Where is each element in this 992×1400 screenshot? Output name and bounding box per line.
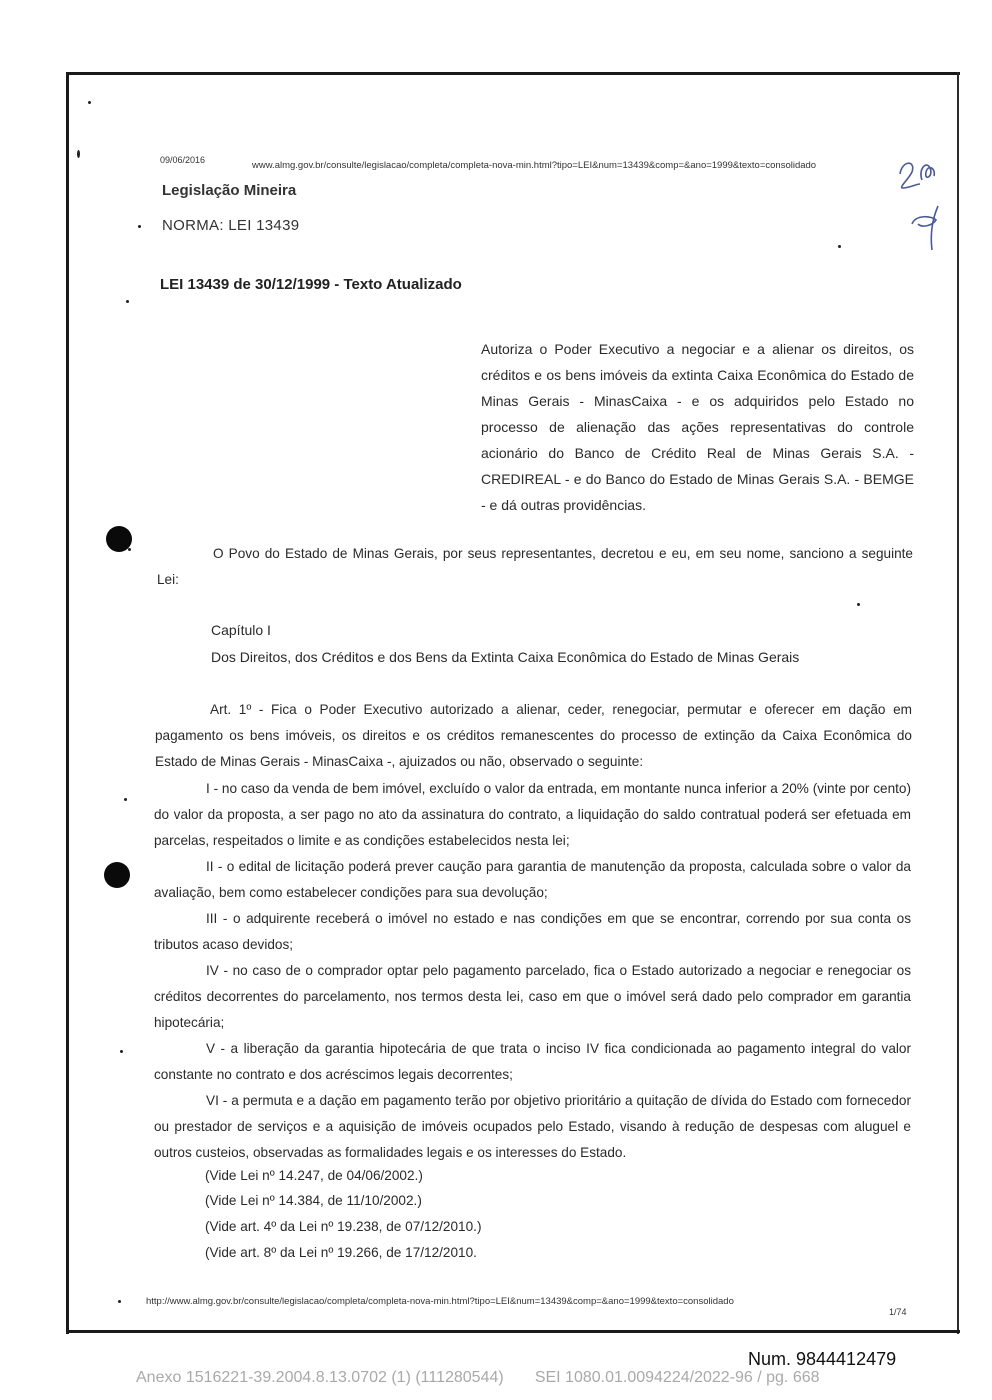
vide-reference: (Vide Lei nº 14.384, de 11/10/2002.)	[205, 1193, 422, 1208]
vide-reference: (Vide Lei nº 14.247, de 04/06/2002.)	[205, 1168, 423, 1183]
scan-speck	[124, 798, 127, 801]
scan-border-left	[66, 72, 69, 1334]
punch-hole-bottom	[104, 862, 130, 888]
scan-border-bottom	[66, 1330, 960, 1333]
scan-speck	[120, 1050, 123, 1053]
article-1: Art. 1º - Fica o Poder Executivo autorizado a alienar, ceder, renegociar, permutar e oferecer em dação em pagamento os bens imóveis, os direitos e os créditos remanescentes do processo de extinção da Caixa Econômica do Estado de Minas Gerais - MinasCaixa -, ajuizados ou não, observado o seguinte:	[155, 702, 912, 769]
scan-speck	[128, 548, 131, 551]
inciso-vi: VI - a permuta e a dação em pagamento terão por objetivo prioritário a quitação de dívida do Estado com fornecedor ou prestador de serviços e a aquisição de imóveis ocupados pelo Estado, visando à redução de despesas com aluguel e outros custeios, observadas as formalidades legais e os interesses do Estado.	[154, 1093, 911, 1160]
scan-speck	[138, 225, 141, 228]
inciso-iv: IV - no caso de o comprador optar pelo pagamento parcelado, fica o Estado autorizado a negociar e renegociar os créditos decorrentes do parcelamento, nos termos desta lei, caso em que o imóvel será dado pelo comprador em garantia hipotecária;	[154, 963, 911, 1030]
scan-speck	[126, 300, 129, 303]
document-number: Num. 9844412479	[748, 1349, 897, 1369]
print-date: 09/06/2016	[160, 155, 206, 165]
scan-speck	[838, 245, 841, 248]
vide-reference: (Vide art. 4º da Lei nº 19.238, de 07/12/2010.)	[205, 1219, 482, 1234]
handwritten-annotation	[892, 150, 952, 260]
chapter-block	[211, 617, 799, 671]
chapter-heading: Dos Direitos, dos Créditos e dos Bens da Extinta Caixa Econômica do Estado de Minas Gerais	[211, 649, 800, 665]
vide-reference: (Vide art. 8º da Lei nº 19.266, de 17/12/2010.	[205, 1245, 477, 1260]
annex-stamp: Anexo 1516221-39.2004.8.13.0702 (1) (111280544) SEI 1080.01.0094224/2022-96 / pg. 668	[136, 1369, 820, 1386]
footer-url[interactable]: http://www.almg.gov.br/consulte/legislacao/completa/completa-nova-min.html?tipo=LEI&num=13439&comp=&ano=1999&texto=consolidado	[146, 1296, 734, 1307]
brand-title: Legislação Mineira	[162, 182, 297, 199]
law-title: LEI 13439 de 30/12/1999 - Texto Atualizado	[160, 276, 462, 293]
scan-speck	[88, 101, 91, 104]
header-url[interactable]: www.almg.gov.br/consulte/legislacao/completa/completa-nova-min.html?tipo=LEI&num=13439&comp=&ano=1999&texto=consolidado	[252, 160, 817, 171]
inciso-v: V - a liberação da garantia hipotecária de que trata o inciso IV fica condicionada ao pagamento integral do valor constante no contrato e dos acréscimos legais decorrentes;	[154, 1041, 911, 1082]
scan-speck	[857, 603, 860, 606]
scan-speck	[77, 150, 80, 158]
scan-border-right	[957, 72, 959, 1334]
scan-border-top	[66, 72, 960, 75]
enactment-clause: O Povo do Estado de Minas Gerais, por seus representantes, decretou e eu, em seu nome, sanciono a seguinte Lei:	[157, 546, 913, 587]
inciso-ii: II - o edital de licitação poderá prever caução para garantia de manutenção da proposta, calculada sobre o valor da avaliação, bem como estabelecer condições para sua devolução;	[154, 859, 911, 900]
law-summary: Autoriza o Poder Executivo a negociar e a alienar os direitos, os créditos e os bens imóveis da extinta Caixa Econômica do Estado de Minas Gerais - MinasCaixa - e os adquiridos pelo Estado no processo de alienação das ações representativas do controle acionário do Banco de Crédito Real de Minas Gerais S.A. - CREDIREAL - e do Banco do Estado de Minas Gerais S.A. - BEMGE - e dá outras providências.	[481, 341, 914, 513]
norma-label: NORMA: LEI 13439	[162, 217, 300, 234]
inciso-iii: III - o adquirente receberá o imóvel no estado e nas condições em que se encontrar, correndo por sua conta os tributos acaso devidos;	[154, 911, 911, 952]
chapter-label: Capítulo I	[211, 622, 271, 638]
page-number: 1/74	[889, 1307, 907, 1317]
scan-speck	[118, 1300, 121, 1303]
inciso-i: I - no caso da venda de bem imóvel, excluído o valor da entrada, em montante nunca inferior a 20% (vinte por cento) do valor da proposta, a ser pago no ato da assinatura do contrato, a liquidação do saldo contratual poderá ser efetuada em parcelas, respeitados o limite e as condições estabelecidos nesta lei;	[154, 781, 911, 848]
